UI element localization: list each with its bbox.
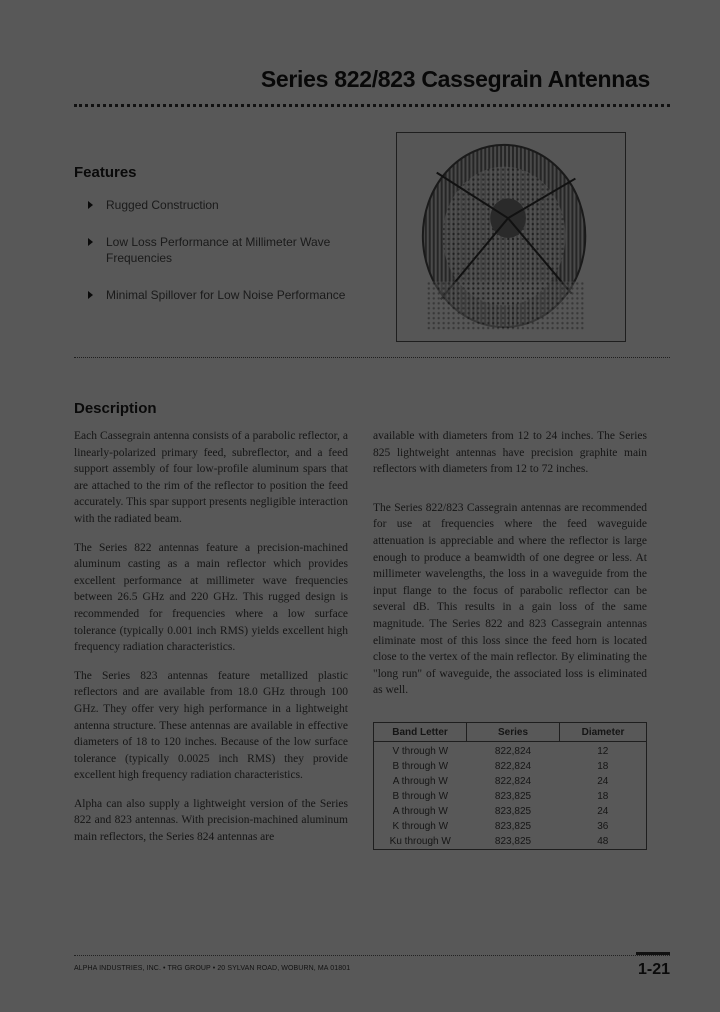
diameter-cell: 12 (597, 746, 609, 757)
feature-item (88, 287, 396, 303)
description-heading: Description (74, 400, 157, 417)
footer-company-address: ALPHA INDUSTRIES, INC. • TRG GROUP • 20 SYLVAN ROAD, WOBURN, MA 01801 (74, 965, 351, 972)
column-header-series: Series (467, 723, 560, 742)
band-cell: B through W (392, 791, 449, 802)
table-header-row (374, 723, 647, 742)
description-paragraph: available with diameters from 12 to 24 inches. The Series 825 lightweight antennas have precision graphite main reflectors with diameters from 12 to 72 inches. (373, 430, 647, 476)
page-number: 1-21 (637, 961, 670, 978)
features-heading: Features (74, 164, 137, 181)
description-right-column (373, 428, 647, 711)
table-row (374, 819, 647, 834)
diameter-cell: 48 (597, 836, 609, 847)
feature-text: Low Loss Performance at Millimeter Wave Frequencies (106, 235, 331, 265)
band-cell: A through W (392, 806, 448, 817)
feature-text: Rugged Construction (106, 198, 219, 212)
cassegrain-antenna-image (397, 133, 625, 341)
page-title: Series 822/823 Cassegrain Antennas (260, 66, 650, 92)
bullet-icon (88, 238, 93, 246)
band-cell: B through W (392, 761, 449, 772)
title-divider (74, 104, 670, 107)
column-header-diameter: Diameter (560, 723, 647, 742)
series-cell: 823,825 (494, 821, 532, 832)
diameter-cell: 24 (597, 776, 609, 787)
band-cell: K through W (392, 821, 449, 832)
feature-item (88, 197, 388, 213)
diameter-cell: 24 (597, 806, 609, 817)
table-row (374, 774, 647, 789)
footer-divider (74, 955, 670, 956)
table-row (374, 759, 647, 774)
description-paragraph: The Series 822 antennas feature a precision-machined aluminum casting as a main reflector which provides excellent performance at millimeter wave frequencies between 26.5 GHz and 220 GHz. This rugged design is recommended for frequencies where a low surface tolerance (typically 0.001 inch RMS) yields excellent high frequency radiation characteristics. (74, 541, 348, 654)
series-cell: 823,825 (494, 836, 532, 847)
series-cell: 822,824 (494, 746, 532, 757)
description-paragraph: The Series 823 antennas feature metallized plastic reflectors and are available from 18.0 GHz through 100 GHz. They offer very high performance in a lightweight antenna structure. These antennas are available in effective diameters of 18 to 120 inches. Because of the low surface tolerance (typically 0.0025 inch RMS) they provide excellent high frequency radiation characteristics. (74, 669, 348, 782)
column-header-band: Band Letter (374, 723, 467, 742)
bullet-icon (88, 291, 93, 299)
band-cell: V through W (392, 746, 449, 757)
table-row (374, 804, 647, 819)
footer-mark (636, 952, 670, 955)
section-divider (74, 357, 670, 358)
feature-item (88, 234, 346, 266)
description-paragraph: Each Cassegrain antenna consists of a parabolic reflector, a linearly-polarized primary feed, subreflector, and a feed support assembly of four low-profile aluminum spars that are attached to the rim of the reflector to position the feed accurately. This spar support presents negligible interaction with the radiated beam. (74, 430, 348, 525)
series-cell: 823,825 (494, 806, 532, 817)
band-cell: Ku through W (389, 836, 451, 847)
table-row (374, 789, 647, 804)
antenna-spec-table (373, 722, 647, 850)
diameter-cell: 18 (597, 761, 609, 772)
feature-text: Minimal Spillover for Low Noise Performance (106, 288, 346, 302)
bullet-icon (88, 201, 93, 209)
features-list (88, 197, 388, 324)
diameter-cell: 18 (597, 791, 609, 802)
series-cell: 822,824 (494, 761, 532, 772)
antenna-photo (396, 132, 626, 342)
diameter-cell: 36 (597, 821, 609, 832)
series-cell: 823,825 (494, 791, 532, 802)
table-row (374, 742, 647, 760)
description-paragraph: Alpha can also supply a lightweight version of the Series 822 and 823 antennas. With precision-machined aluminum main reflectors, the Series 824 antennas are (74, 797, 348, 844)
description-paragraph: The Series 822/823 Cassegrain antennas are recommended for use at frequencies where the feed waveguide attenuation is appreciable and where the reflector is large enough to produce a beamwidth of one degree or less. At millimeter wavelengths, the loss in a waveguide from the input flange to the focus of parabolic reflector can be several dB. This results in a gain loss of the same magnitude. The Series 822 and 823 Cassegrain antennas eliminate most of this loss since the feed horn is located close to the vertex of the main reflector. By eliminating the "long run" of waveguide, the associated loss is eliminated as well. (373, 501, 647, 697)
table-row (374, 834, 647, 850)
series-cell: 822,824 (494, 776, 532, 787)
description-left-column (74, 428, 348, 858)
band-cell: A through W (392, 776, 448, 787)
